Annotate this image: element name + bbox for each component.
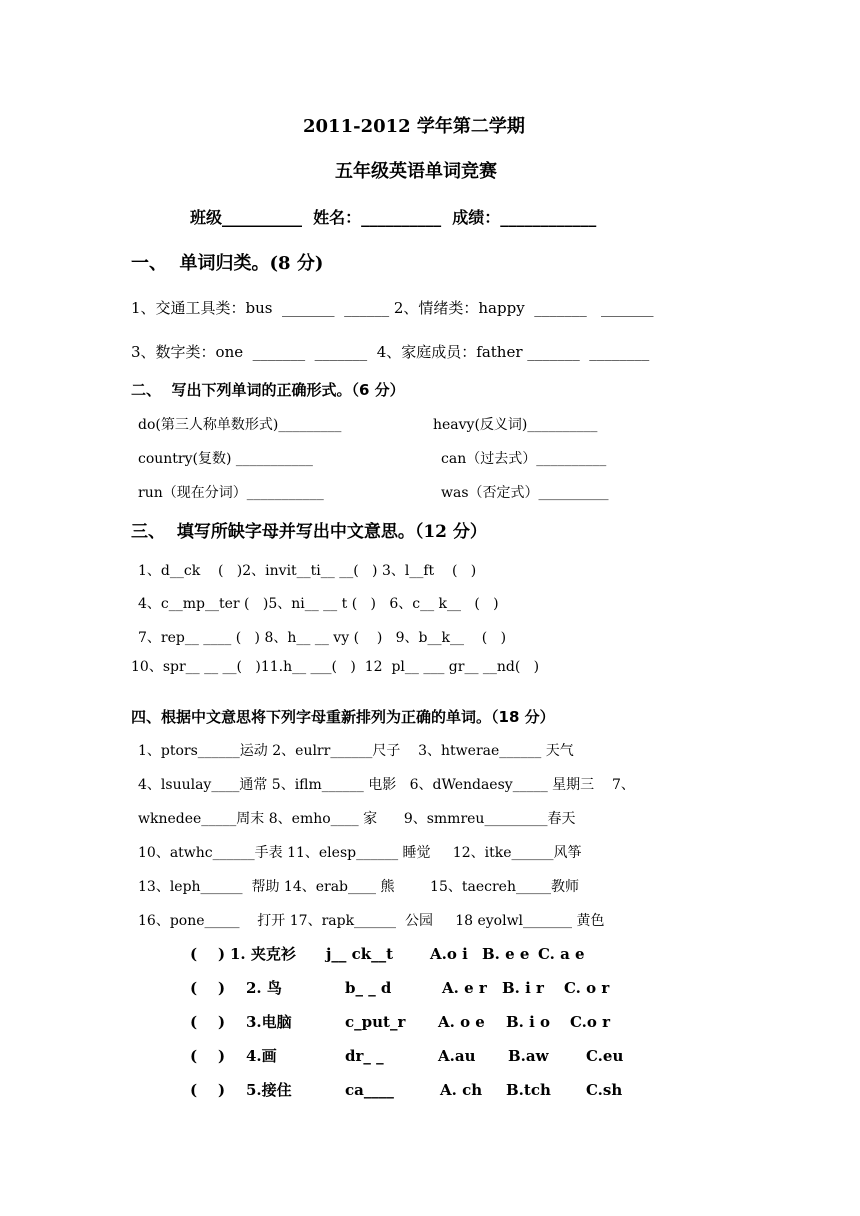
- section2-item: heavy(反义词)__________: [433, 417, 598, 433]
- section3-line: 10、spr__ __ __( )11.h__ ___( ) 12 pl__ ___ gr__ __nd( ): [131, 659, 540, 675]
- section1-line: 1、交通工具类：bus _______ ______ 2、情绪类：happy _______ _______: [131, 299, 654, 317]
- section3-heading: 三、 填写所缺字母并写出中文意思。（12 分）: [131, 522, 487, 542]
- option-b: B. i r: [502, 979, 544, 997]
- choice-pattern: j__ ck__t: [326, 945, 394, 963]
- section3-line: 1、d__ck ( )2、invit__ti__ __( ) 3、l__ft ( ): [138, 563, 477, 579]
- section4-line: 10、atwhc______手表 11、elesp______ 睡觉 12、itke______风筝: [138, 845, 582, 861]
- answer-paren: ( ): [190, 1081, 226, 1099]
- option-a: A. ch: [440, 1081, 483, 1099]
- page-title: 2011-2012 学年第二学期: [303, 116, 525, 137]
- option-a: A. o e: [438, 1013, 485, 1031]
- section4-line: 16、pone_____ 打开 17、rapk______ 公园 18 eyolwl_______ 黄色: [138, 913, 605, 929]
- answer-paren: ( ): [190, 979, 226, 997]
- page-subtitle: 五年级英语单词竞赛: [335, 161, 497, 182]
- section2-item: do(第三人称单数形式)_________: [138, 417, 342, 433]
- answer-paren: ( ): [190, 945, 226, 963]
- section4-line: 4、lsuulay____通常 5、iflm______ 电影 6、dWendaesy_____ 星期三 7、: [138, 777, 635, 793]
- section2-item: was（否定式）__________: [441, 485, 609, 501]
- answer-paren: ( ): [190, 1013, 226, 1031]
- option-a: A. e r: [442, 979, 487, 997]
- choice-label: 4.画: [246, 1047, 277, 1065]
- option-c: C.eu: [586, 1047, 624, 1065]
- section4-line: 1、ptors______运动 2、eulrr______尺子 3、htwerae______ 天气: [138, 743, 574, 759]
- answer-paren: ( ): [190, 1047, 226, 1065]
- section3-line: 4、c__mp__ter ( )5、ni__ __ t ( ) 6、c__ k__ ( ): [138, 596, 499, 612]
- choice-pattern: dr_ _: [345, 1047, 384, 1065]
- choice-label: 3.电脑: [246, 1013, 292, 1031]
- section4-line: 13、leph______ 帮助 14、erab____ 熊 15、taecreh_____教师: [138, 879, 579, 895]
- section2-item: country(复数) ___________: [138, 451, 313, 467]
- student-info-line: 班级__________ 姓名：__________ 成绩：____________: [190, 208, 597, 227]
- section1-heading: 一、 单词归类。(8 分): [131, 253, 324, 274]
- choice-pattern: ca____: [345, 1081, 394, 1099]
- section2-item: run（现在分词）___________: [138, 485, 324, 501]
- choice-pattern: b_ _ d: [345, 979, 392, 997]
- choice-pattern: c_put_r: [345, 1013, 406, 1031]
- option-b: B.aw: [508, 1047, 549, 1065]
- choice-label: 1. 夹克衫: [230, 945, 296, 963]
- choice-label: 2. 鸟: [246, 979, 282, 997]
- option-c: C. a e: [538, 945, 585, 963]
- option-c: C.sh: [586, 1081, 623, 1099]
- section3-line: 7、rep__ ____ ( ) 8、h__ __ vy ( ) 9、b__k__ ( ): [138, 630, 507, 646]
- section4-line: wknedee_____周末 8、emho____ 家 9、smmreu_________春天: [138, 811, 576, 827]
- option-a: A.au: [438, 1047, 476, 1065]
- section2-item: can（过去式）__________: [441, 451, 607, 467]
- choice-label: 5.接住: [246, 1081, 292, 1099]
- section4-heading: 四、根据中文意思将下列字母重新排列为正确的单词。（18 分）: [131, 708, 555, 726]
- option-a: A.o i: [430, 945, 468, 963]
- option-b: B. e e: [482, 945, 530, 963]
- section1-line: 3、数字类：one _______ _______ 4、家庭成员：father _______ ________: [131, 343, 650, 361]
- option-b: B. i o: [506, 1013, 551, 1031]
- section2-heading: 二、 写出下列单词的正确形式。（6 分）: [131, 381, 405, 399]
- option-b: B.tch: [506, 1081, 551, 1099]
- option-c: C.o r: [570, 1013, 611, 1031]
- option-c: C. o r: [564, 979, 610, 997]
